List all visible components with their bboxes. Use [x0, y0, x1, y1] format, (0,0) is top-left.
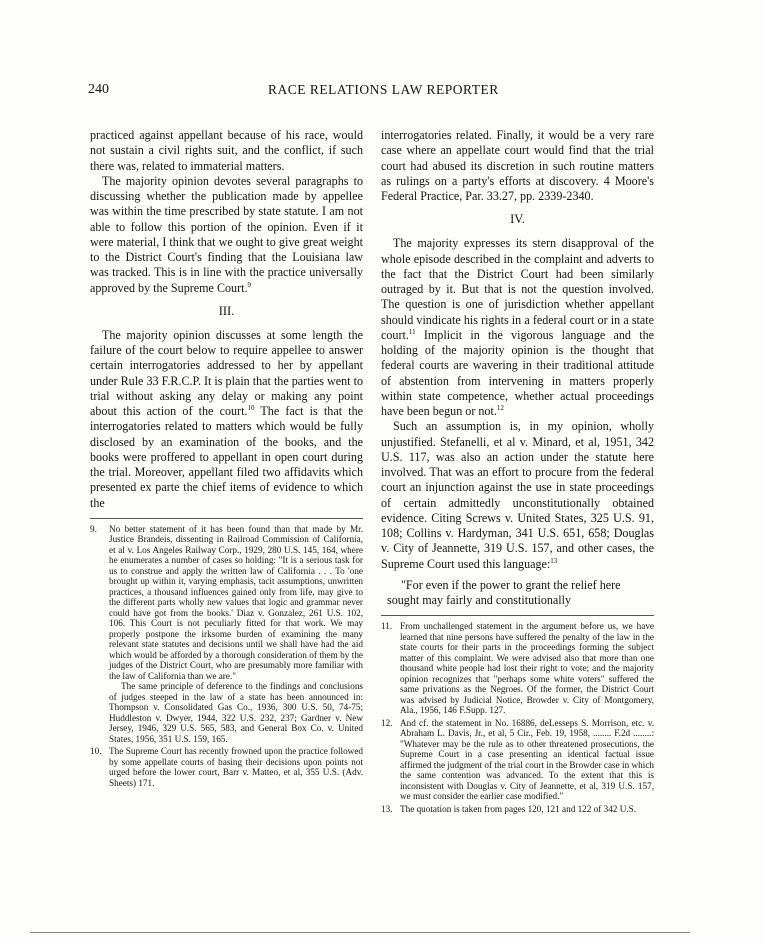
footnote-continuation: The same principle of deference to the findings and conclusions of judges steeped in the law of a state has been announced in: Thompson v. Consolidated Gas Co., 1936, 300 U.S. 50, 74-75; Huddleston v. Dwyer, 1944, 322 U.S. 232, 237; Gardner v. New Jersey, 1946, 329 U.S. 565, 583, and General Box Co. v. United States, 1956, 351 U.S. 159, 165. — [109, 681, 363, 744]
body-paragraph: The majority expresses its stern disapproval of the whole episode described in the complaint and adverts to the fact that the District Court had been similarly outraged by it. But that is not the question involved. The question is one of jurisdiction whether appellant should vindicate his rights in a federal court or in a state court.$^{11}$ Implicit in the vigorous language and the holding of the majority opinion is the thought that federal courts are wavering in their traditional attitude of abstention from intervening in matters properly within state competence, whether actual proceedings have been begun or not.$^{12}$ — [381, 236, 654, 418]
body-paragraph: interrogatories related. Finally, it would be a very rare case where an appellate court would find that the trial court had abused its discretion in such routine matters as rulings on a party's efforts at discovery. 4 Moore's Federal Practice, Par. 33.27, pp. 2339-2340. — [381, 128, 654, 203]
footnote-number: 13. — [381, 803, 393, 814]
footnote: 9. No better statement of it has been found than that made by Mr. Justice Brandeis, dissenting in Railroad Commission of California, et al v. Los Angeles Railway Corp., 1929, 280 U.S. 145, 164, where he enumerates a number of cases so holding: "It is a serious task for us to construe and apply the written law of California . . . To 'one brought up within it, varying emphasis, tacit assumptions, unwritten practices, a thousand influences gained only from life, may give to the different parts wholly new values that logic and grammar never could have got from the books.' Diaz v. Gonzalez, 261 U.S. 102, 106. This Court is not peculiarly fitted for that work. We may properly postpone the irksome burden of examining the many relevant state statutes and decisions until we shall have had the aid which would be afforded by a thorough consideration of them by the judges of the District Court, who are presumably more familiar with the law of California than we are." — [90, 523, 363, 681]
page-number: 240 — [88, 82, 109, 97]
footnote-ref: 11 — [408, 327, 416, 336]
page-header — [88, 82, 688, 102]
body-paragraph: The majority opinion discusses at some length the failure of the court below to require appellee to answer certain interrogatories addressed to her by appellant under Rule 33 F.R.C.P. It is plain that the parties went to trial without asking any delay or making any point about this action of the court.$^{10}$ The fact is that the interrogatories related to matters which would be fully disclosed by an examination of the books, and the books were proffered to appellant in open court during the trial. Moreover, appellant filed two affidavits which presented ex parte the chief items of evidence to which the — [90, 327, 363, 510]
left-column — [90, 128, 363, 788]
footnote: 12. And cf. the statement in No. 16886, deLesseps S. Morrison, etc. v. Abraham L. Davis, Jr., et al, 5 Cir., Feb. 19, 1958, ........ F.2d ........: "Whatever may be the rule as to other threatened prosecutions, the Supreme Court in a case presenting an identical factual issue affirmed the judgment of the trial court in the Browder case in which the same contention was advanced. To the extent that this is inconsistent with Douglas v. City of Jeannette, et al, 319 U.S. 157, we must consider the earlier case modified." — [381, 717, 654, 802]
body-paragraph: Such an assumption is, in my opinion, wholly unjustified. Stefanelli, et al v. Minard, et al, 1951, 342 U.S. 117, was also an action under the statute here involved. That was an effort to procure from the federal court an injunction against the use in state proceedings of certain admittedly unconstitutionally obtained evidence. Citing Screws v. United States, 325 U.S. 91, 108; Collins v. Hardyman, 341 U.S. 651, 658; Douglas v. City of Jeannette, 319 U.S. 157, and other cases, the Supreme Court used this language:$^{13}$ — [381, 419, 654, 571]
footnote: 10. The Supreme Court has recently frowned upon the practice followed by some appellate courts of basing their decisions upon points not urged before the lower court, Barr v. Matteo, et al, 355 U.S. (Adv. Sheets) 171. — [90, 746, 363, 788]
footnote-number: 9. — [90, 523, 97, 534]
body-paragraph: The majority opinion devotes several paragraphs to discussing whether the publication made by appellee was within the time prescribed by state statute. I am not able to follow this portion of the opinion. Even if it were material, I think that we ought to give great weight to the District Court's finding that the Louisiana law was tracked. This is in line with the practice universally approved by the Supreme Court.$^9$ — [90, 173, 363, 295]
body-paragraph: practiced against appellant because of his race, would not sustain a civil rights suit, and the conflict, if such there was, related to immaterial matters. — [90, 128, 363, 173]
footnote-ref: 13 — [550, 556, 558, 565]
footnote-ref: 9 — [247, 280, 252, 289]
running-head: RACE RELATIONS LAW REPORTER — [268, 82, 499, 97]
section-heading: IV. — [510, 212, 525, 227]
footnote-ref: 10 — [247, 403, 255, 412]
footnote-number: 12. — [381, 717, 393, 728]
right-column — [381, 128, 654, 814]
footnote-number: 10. — [90, 746, 102, 757]
footnote-rule — [90, 518, 363, 519]
page-bottom-rule — [30, 932, 690, 933]
footnote: 11. From unchallenged statement in the argument before us, we have learned that nine persons have suffered the penalty of the law in the state courts for their parts in the proceedings forming the subject matter of this complaint. We were advised also that more than one thousand white people had lost their right to vote; and the majority opinion recognizes that "perhaps some white voters" suffered the same privations as the Negroes. Of the former, the District Court was advised by Judicial Notice, Browder v. City of Montgomery, Ala., 1956, 146 F.Supp. 127. — [381, 621, 654, 716]
footnote-number: 11. — [381, 621, 393, 632]
block-quote: "For even if the power to grant the relief here sought may fairly and constitutionally — [387, 577, 621, 607]
section-heading: III. — [218, 303, 235, 318]
footnote-ref: 12 — [496, 403, 504, 412]
footnote-rule — [381, 615, 654, 616]
footnote: 13. The quotation is taken from pages 120, 121 and 122 of 342 U.S. — [381, 803, 637, 814]
